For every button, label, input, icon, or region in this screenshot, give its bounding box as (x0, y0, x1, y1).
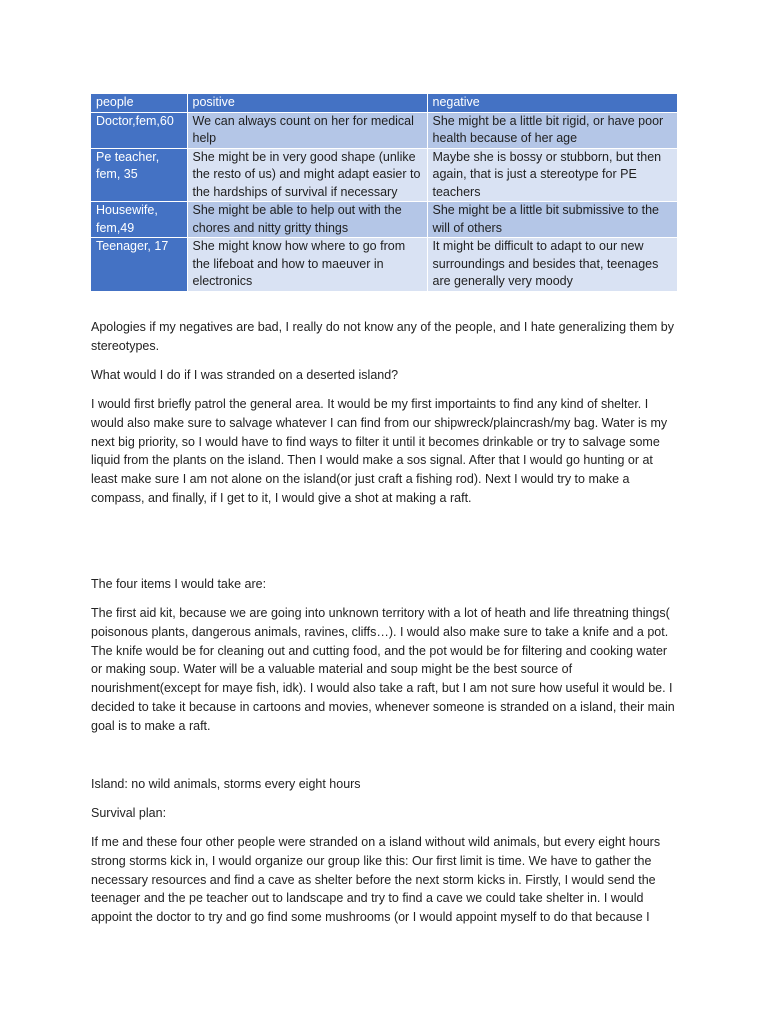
people-traits-table (91, 94, 678, 292)
apologies-paragraph: Apologies if my negatives are bad, I really do not know any of the people, and I hate generalizing them by stereotypes. (91, 320, 675, 353)
table-row (91, 148, 677, 202)
plan-paragraph: I would first briefly patrol the general area. It would be my first importaints to find any kind of shelter. I would also make sure to salvage whatever I can find from our shipwreck/plaincrash/my bag. Water is my next big priority, so I would have to find ways to filter it until it becomes drinkable or try to salvage some liquid from the plants on the island. Then I would make a sos signal. After that I would go hunting or at least make sure I am not alone on the island(or just craft a fishing rod). Next I would try to make a compass, and finally, if I get to it, I would give a shot at making a raft. (91, 397, 668, 505)
table-row (91, 202, 677, 238)
header-negative: negative (427, 94, 677, 112)
four-items-heading: The four items I would take are: (91, 577, 267, 591)
island-paragraph: Island: no wild animals, storms every eight hours (91, 777, 361, 791)
positive-cell: She might be in very good shape (unlike the resto of us) and might adapt easier to the hardships of survival if necessary (187, 148, 427, 202)
table-row (91, 238, 677, 292)
survival-plan-paragraph: If me and these four other people were stranded on a island without wild animals, but every eight hours strong storms kick in, I would organize our group like this: Our first limit is time. We have to gather the necessary resources and find a cave as shelter before the next storm kicks in. Firstly, I would send the teenager and the pe teacher out to landscape and try to find a cave we could take shelter in. I would appoint the doctor to try and go find some mushrooms (or I would appoint myself to do that because I (91, 835, 661, 925)
person-cell: Teenager, 17 (91, 238, 187, 292)
positive-cell: She might be able to help out with the chores and nitty gritty things (187, 202, 427, 238)
positive-cell: We can always count on her for medical help (187, 112, 427, 148)
negative-cell: She might be a little bit rigid, or have poor health because of her age (427, 112, 677, 148)
negative-cell: It might be difficult to adapt to our new surroundings and besides that, teenages are generally very moody (427, 238, 677, 292)
person-cell: Housewife, fem,49 (91, 202, 187, 238)
table-header-row (91, 94, 677, 112)
negative-cell: She might be a little bit submissive to the will of others (427, 202, 677, 238)
header-people: people (91, 94, 187, 112)
header-positive: positive (187, 94, 427, 112)
positive-cell: She might know how where to go from the lifeboat and how to maeuver in electronics (187, 238, 427, 292)
person-cell: Pe teacher, fem, 35 (91, 148, 187, 202)
table-row (91, 112, 677, 148)
four-items-paragraph: The first aid kit, because we are going into unknown territory with a lot of heath and life threatning things( poisonous plants, dangerous animals, ravines, cliffs…). I would also make sure to take a knife and a pot. The knife would be for cleaning out and cutting food, and the pot would be for filtering and cooking water or making soup. Water will be a valuable material and soup might be the best source of nourishment(except for maye fish, idk). I would also take a raft, but I am not sure how useful it would be. I decided to take it because in cartoons and movies, whenever someone is stranded on a island, their main goal is to make a raft. (91, 606, 675, 733)
person-cell: Doctor,fem,60 (91, 112, 187, 148)
question-paragraph: What would I do if I was stranded on a deserted island? (91, 368, 399, 382)
survival-plan-heading: Survival plan: (91, 806, 167, 820)
negative-cell: Maybe she is bossy or stubborn, but then again, that is just a stereotype for PE teachers (427, 148, 677, 202)
